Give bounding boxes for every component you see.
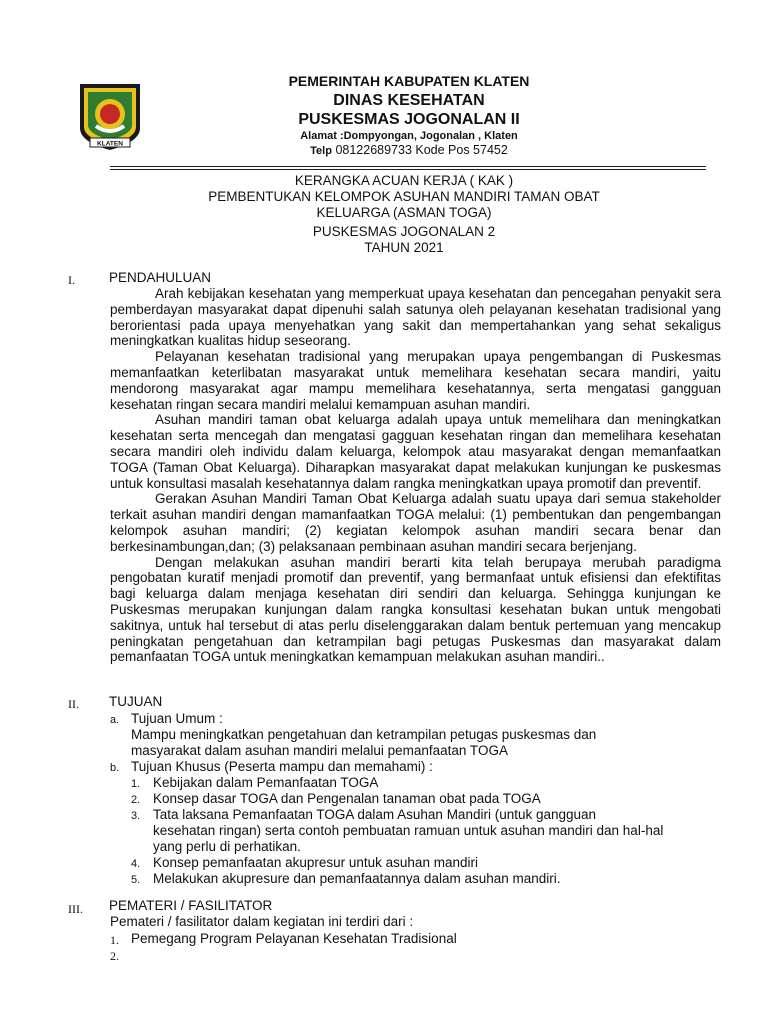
specific-item-number: 4.: [131, 858, 141, 870]
section3-heading: PEMATERI / FASILITATOR: [109, 898, 273, 913]
klaten-regency-emblem: [76, 80, 144, 152]
objective-b-marker: b.: [110, 762, 120, 774]
doc-title-line3: KELUARGA (ASMAN TOGA): [316, 205, 492, 220]
specific-item-text: Konsep dasar TOGA dan Pengenalan tanaman obat pada TOGA: [153, 791, 541, 806]
section1-paragraph: Dengan melakukan asuhan mandiri berarti kita telah berupaya merubah paradigma pengobatan kuratif menjadi promotif dan preventif, yang bermanfaat untuk efisiensi dan efektifitas bagi keluarga dalam menjaga kesehatan diri sendiri dan keluarga. Sehingga kunjungan ke Puskesmas merupakan kunjungan dalam rangka konsultasi kesehatan bukan untuk mengobati sakitnya, untuk hal tersebut di atas perlu diselenggarakan dalam bentuk pertemuan yang mencakup peningkatan pengetahuan dan ketrampilan bagi petugas Puskesmas dan masyarakat dalam pemanfaatan TOGA untuk meningkatkan kemampuan melakukan asuhan mandiri..: [110, 554, 721, 665]
specific-item-number: 3.: [131, 810, 141, 822]
letterhead-government: PEMERINTAH KABUPATEN KLATEN: [288, 73, 530, 89]
specific-item-text-cont: yang perlu di perhatikan.: [153, 839, 301, 854]
facilitator-item-number: 1.: [110, 933, 119, 947]
specific-item-text: Konsep pemanfaatan akupresur untuk asuhan mandiri: [153, 855, 478, 870]
phone-label: Telp: [310, 145, 332, 157]
specific-item-number: 5.: [131, 874, 141, 886]
facilitator-item-text: Pemegang Program Pelayanan Kesehatan Tradisional: [131, 931, 457, 946]
specific-item-text: Melakukan akupresure dan pemanfaatannya dalam asuhan mandiri.: [153, 871, 561, 886]
objective-a-marker: a.: [110, 714, 120, 726]
section1-paragraph: Gerakan Asuhan Mandiri Taman Obat Keluarga adalah suatu upaya dari semua stakeholder terkait asuhan mandiri dengan mamanfaatkan TOGA melalui: (1) pembentukan dan pengembangan kelompok asuhan mandiri; (2) kegiatan kelompok asuhan mandiri secara benar dan berkesinambungan,dan; (3) pelaksanaan pembinaan asuhan mandiri secara berjenjang.: [110, 491, 721, 554]
section1-heading: PENDAHULUAN: [109, 270, 212, 285]
specific-item-text-cont: kesehatan ringan) serta contoh pembuatan ramuan untuk asuhan mandiri dan hal-hal: [153, 823, 664, 838]
section1-number: I.: [68, 273, 75, 287]
letterhead-office: DINAS KESEHATAN: [333, 92, 485, 109]
section1-paragraph: Arah kebijakan kesehatan yang memperkuat upaya kesehatan dan pencegahan penyakit sera pemberdayan masyarakat dapat dipenuhi salah satunya oleh pelayanan kesehatan tradisional yang berorientasi pada upaya menyehatkan yang sakit dan mempertahankan yang sehat sekaligus meningkatkan kualitas hidup seseorang.: [110, 286, 721, 349]
letterhead-address: Alamat :Dompyongan, Jogonalan , Klaten: [300, 130, 518, 142]
section2-number: II.: [68, 697, 79, 711]
general-objective-text-line2: masyarakat dalam asuhan mandiri melalui pemanfaatan TOGA: [131, 743, 508, 758]
general-objective-label: Tujuan Umum :: [131, 711, 223, 726]
letterhead-puskesmas: PUSKESMAS JOGONALAN II: [298, 111, 520, 128]
section3-intro: Pemateri / fasilitator dalam kegiatan ini terdiri dari :: [110, 914, 414, 929]
phone-value: 08122689733 Kode Pos 57452: [335, 143, 508, 157]
section1-body: [110, 286, 721, 665]
specific-item-number: 2.: [131, 794, 141, 806]
doc-title-line2: PEMBENTUKAN KELOMPOK ASUHAN MANDIRI TAMAN OBAT: [208, 189, 600, 204]
specific-item-text: Kebijakan dalam Pemanfaatan TOGA: [153, 775, 379, 790]
section1-paragraph: Asuhan mandiri taman obat keluarga adalah upaya untuk memelihara dan meningkatkan kesehatan serta mencegah dan mengatasi gagguan kesehatan ringan dan memelihara kesehatan secara mandiri oleh individu dalam keluarga, kelompok atau masyarakat dengan memanfaatkan TOGA (Taman Obat Keluarga). Diharapkan masyarakat dapat melakukan kunjungan ke puskesmas untuk konsultasi masalah kesehatannya dalam rangka meningkatkan upaya promotif dan preventif.: [110, 412, 721, 491]
letterhead-divider-top: [110, 166, 706, 167]
letterhead-phone: [150, 143, 668, 157]
section1-paragraph: Pelayanan kesehatan tradisional yang merupakan upaya pengembangan di Puskesmas memanfaatkan keterlibatan masyarakat untuk memelihara kesehatan secara mandiri, yaitu mendorong masyarakat agar mampu memelihara kesehatannya, serta mengatasi gangguan kesehatan ringan secara mandiri melalui kemampuan asuhan mandiri.: [110, 349, 721, 412]
specific-item-number: 1.: [131, 778, 141, 790]
letterhead-divider-bottom: [110, 169, 706, 170]
logo-text: KLATEN: [97, 140, 123, 148]
facilitator-item-number: 2.: [110, 949, 119, 963]
section3-number: III.: [68, 902, 83, 916]
section2-heading: TUJUAN: [109, 694, 163, 709]
general-objective-text-line1: Mampu meningkatkan pengetahuan dan ketrampilan petugas puskesmas dan: [131, 727, 597, 742]
doc-title-line1: KERANGKA ACUAN KERJA ( KAK ): [294, 173, 514, 188]
doc-title-line4: PUSKESMAS JOGONALAN 2: [312, 224, 496, 239]
specific-objective-label: Tujuan Khusus (Peserta mampu dan memahami) :: [131, 759, 433, 774]
specific-item-text: Tata laksana Pemanfaatan TOGA dalam Asuhan Mandiri (untuk gangguan: [153, 807, 597, 822]
doc-title-line5: TAHUN 2021: [364, 240, 444, 255]
